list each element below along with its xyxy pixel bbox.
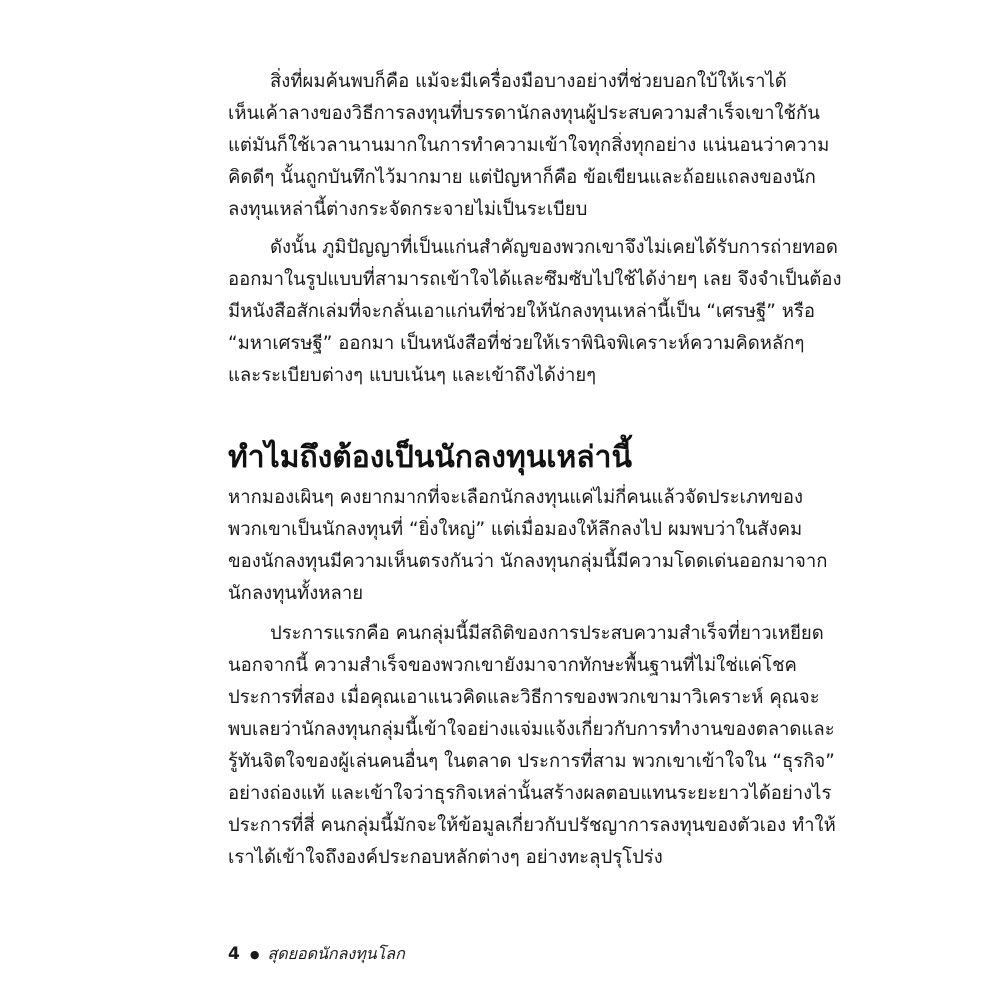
text-line: ดังนั้น ภูมิปัญญาที่เป็นแก่นสำคัญของพวกเขาจึงไม่เคยได้รับการถ่ายทอด — [270, 237, 838, 258]
text-line: อย่างถ่องแท้ และเข้าใจว่าธุรกิจเหล่านั้นสร้างผลตอบแทนระยะยาวได้อย่างไร — [228, 783, 832, 804]
paragraph-discovery — [228, 66, 830, 226]
text-line: เราได้เข้าใจถึงองค์ประกอบหลักต่างๆ อย่างทะลุปรุโปร่ง — [228, 847, 663, 868]
text-line: และระเบียบต่างๆ แบบเน้นๆ และเข้าถึงได้ง่ายๆ — [228, 365, 597, 386]
page-footer — [228, 942, 405, 966]
text-line: ประการที่สอง เมื่อคุณเอาแนวคิดและวิธีการของพวกเขามาวิเคราะห์ คุณจะ — [228, 687, 820, 708]
text-line: แต่มันก็ใช้เวลานานมากในการทำความเข้าใจทุกสิ่งทุกอย่าง แน่นอนว่าความ — [228, 135, 830, 156]
text-line: นักลงทุนทั้งหลาย — [228, 583, 364, 604]
paragraph-reasons — [228, 618, 836, 874]
text-line: สิ่งที่ผมค้นพบก็คือ แม้จะมีเครื่องมือบางอย่างที่ช่วยบอกใบ้ให้เราได้ — [270, 71, 787, 92]
text-line: พบเลยว่านักลงทุนกลุ่มนี้เข้าใจอย่างแจ่มแจ้งเกี่ยวกับการทำงานของตลาดและ — [228, 719, 835, 740]
text-line: มีหนังสือสักเล่มที่จะกลั่นเอาแก่นที่ช่วยให้นักลงทุนเหล่านี้เป็น “เศรษฐี” หรือ — [228, 301, 816, 322]
text-line: ประการที่สี่ คนกลุ่มนี้มักจะให้ข้อมูลเกี่ยวกับปรัชญาการลงทุนของตัวเอง ทำให้ — [228, 815, 836, 836]
text-line: พวกเขาเป็นนักลงทุนที่ “ยิ่งใหญ่” แต่เมื่อมองให้ลึกลงไป ผมพบว่าในสังคม — [228, 519, 803, 540]
section-heading: ทำไมถึงต้องเป็นนักลงทุนเหล่านี้ — [228, 440, 633, 475]
text-line: ประการแรกคือ คนกลุ่มนี้มีสถิติของการประสบความสำเร็จที่ยาวเหยียด — [270, 623, 824, 644]
text-line: หากมองเผินๆ คงยากมากที่จะเลือกนักลงทุนแค่ไม่กี่คนแล้วจัดประเภทของ — [228, 487, 804, 508]
text-line: ออกมาในรูปแบบที่สามารถเข้าใจได้และซึมซับไปใช้ได้ง่ายๆ เลย จึงจำเป็นต้อง — [228, 269, 842, 290]
paragraph-why-investors — [228, 482, 828, 610]
text-line: ของนักลงทุนมีความเห็นตรงกันว่า นักลงทุนกลุ่มนี้มีความโดดเด่นออกมาจาก — [228, 551, 828, 572]
text-line: คิดดีๆ นั้นถูกบันทึกไว้มากมาย แต่ปัญหาก็คือ ข้อเขียนและถ้อยแถลงของนัก — [228, 167, 816, 188]
bullet-separator-icon: ● — [249, 947, 260, 961]
text-line: ลงทุนเหล่านี้ต่างกระจัดกระจายไม่เป็นระเบียบ — [228, 199, 588, 220]
running-book-title: สุดยอดนักลงทุนโลก — [267, 943, 405, 963]
text-line: รู้ทันจิตใจของผู้เล่นคนอื่นๆ ในตลาด ประการที่สาม พวกเขาเข้าใจใน “ธุรกิจ” — [228, 751, 835, 772]
text-line: นอกจากนี้ ความสำเร็จของพวกเขายังมาจากทักษะพื้นฐานที่ไม่ใช่แค่โชค — [228, 655, 797, 676]
paragraph-wisdom — [228, 232, 842, 392]
text-line: เห็นเค้าลางของวิธีการลงทุนที่บรรดานักลงทุนผู้ประสบความสำเร็จเขาใช้กัน — [228, 103, 820, 124]
text-line: “มหาเศรษฐี” ออกมา เป็นหนังสือที่ช่วยให้เราพินิจพิเคราะห์ความคิดหลักๆ — [228, 333, 805, 354]
page-number: 4 — [228, 944, 240, 964]
